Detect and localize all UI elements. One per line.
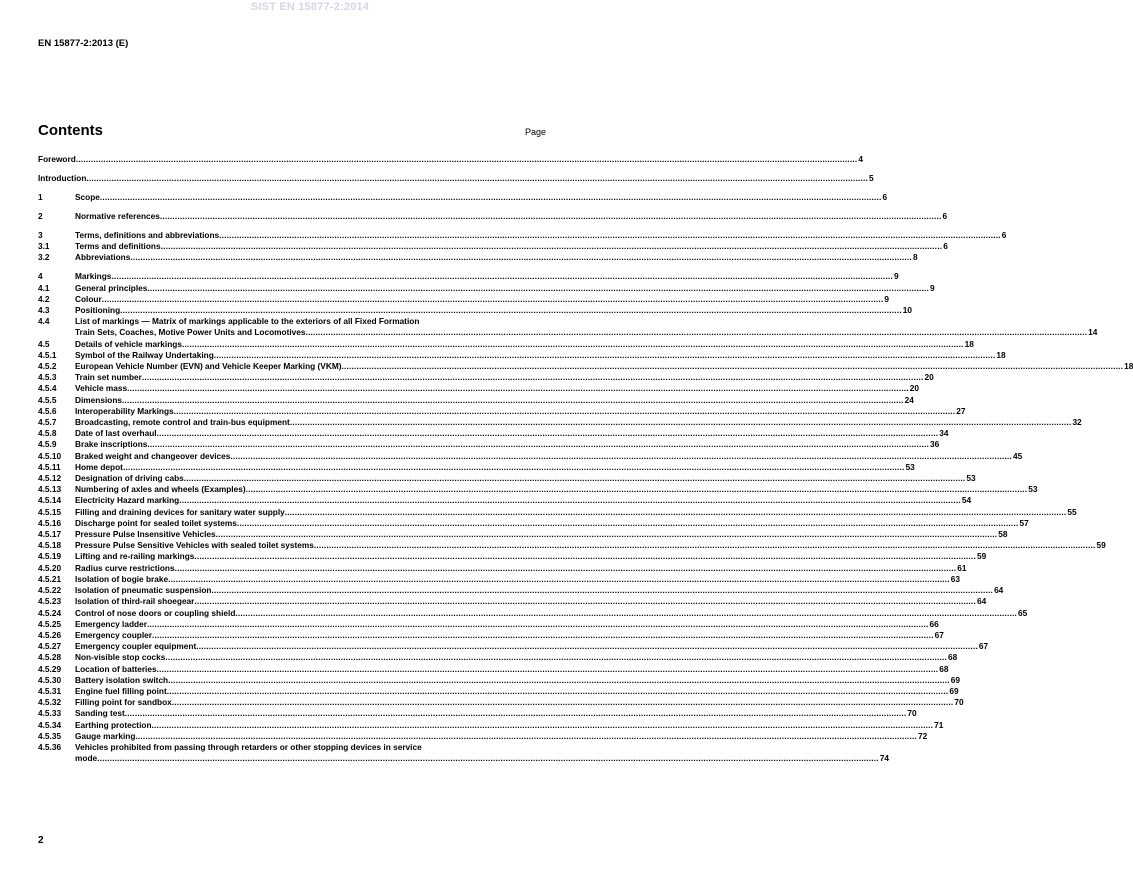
toc-entry[interactable] [38, 607, 1028, 619]
toc-entry-number: 4.5.25 [38, 618, 62, 629]
toc-entry-page: 70 [954, 697, 964, 708]
toc-entry[interactable] [38, 349, 1006, 361]
toc-entry-title: Train set number [75, 372, 142, 383]
toc-entry[interactable] [38, 192, 888, 203]
toc-entry-title: Engine fuel filling point [75, 685, 167, 696]
toc-entry-title: Braked weight and changeover devices [75, 450, 231, 461]
toc-entry-title: Scope [75, 192, 100, 202]
toc-entry-number: 4.5.17 [38, 529, 62, 540]
toc-entry-number: 4.4 [38, 316, 50, 327]
toc-entry-number: 4.5.16 [38, 517, 62, 528]
toc-entry-title: Broadcasting, remote control and train-bus equipment [75, 417, 290, 428]
toc-entry[interactable] [38, 484, 1038, 495]
toc-entry-number: 4.5.24 [38, 607, 62, 618]
toc-entry[interactable] [38, 517, 1029, 529]
toc-entry[interactable] [38, 629, 944, 641]
toc-entry-title: Battery isolation switch [75, 674, 169, 685]
toc-entry-number: 4.5.12 [38, 473, 62, 484]
toc-entry[interactable] [38, 461, 915, 473]
toc-entry-number: 4.5.22 [38, 585, 62, 596]
toc-entry[interactable] [38, 230, 1007, 241]
toc-entry-number: 4.1 [38, 282, 50, 293]
toc-entry-page: 58 [998, 529, 1008, 540]
toc-entry-page: 69 [950, 674, 960, 685]
toc-entry[interactable] [38, 241, 948, 252]
toc-entry-number: 4.5.9 [38, 439, 57, 450]
toc-entry-title: Date of last overhaul [75, 428, 157, 439]
toc-entry[interactable] [38, 585, 1004, 596]
toc-entry-title: General principles [75, 282, 148, 293]
toc-entry-title: Pressure Pulse Insensitive Vehicles [75, 529, 216, 540]
toc-entry-page: 68 [939, 663, 949, 674]
toc-entry[interactable] [38, 252, 918, 263]
toc-entry-number: 4.5.4 [38, 383, 57, 394]
toc-entry-title: Pressure Pulse Sensitive Vehicles with sealed toilet systems [75, 540, 314, 551]
toc-entry[interactable] [38, 540, 1106, 551]
toc-entry-page: 61 [957, 562, 967, 573]
toc-entry[interactable] [38, 641, 989, 652]
toc-entry-title: Radius curve restrictions [75, 562, 175, 573]
toc-entry-title: Sanding test [75, 708, 125, 719]
toc-entry[interactable] [38, 674, 960, 686]
toc-entry-page: 57 [1019, 517, 1029, 528]
toc-entry-page: 18 [964, 338, 974, 349]
contents-heading: Contents [38, 122, 103, 139]
toc-entry[interactable] [38, 394, 914, 406]
toc-entry-page: 18 [1124, 361, 1133, 372]
toc-entry-title: Emergency coupler [75, 629, 153, 640]
toc-entry-page: 6 [882, 192, 888, 202]
toc-entry-title-continued: Train Sets, Coaches, Motive Power Units and Locomotives [75, 327, 306, 338]
toc-entry-number: 4.5.28 [38, 652, 62, 663]
toc-entry-number: 4.5.31 [38, 685, 62, 696]
toc-entry-page: 45 [1013, 450, 1023, 461]
toc-entry-number: 4.5.35 [38, 730, 62, 741]
toc-entry[interactable] [38, 282, 935, 294]
toc-entry-page: 67 [978, 641, 989, 652]
toc-entry[interactable] [38, 450, 1023, 462]
toc-entry-title: Numbering of axles and wheels (Examples) [75, 484, 246, 495]
toc-entry-number: 4 [38, 271, 43, 282]
page-number: 2 [38, 835, 44, 846]
toc-entry[interactable] [38, 652, 958, 663]
toc-entry-title: Location of batteries [75, 663, 157, 674]
toc-entry[interactable] [38, 708, 917, 719]
toc-entry-foreword[interactable] [38, 154, 864, 165]
toc-entry-title: European Vehicle Number (EVN) and Vehicle Keeper Marking (VKM) [75, 361, 342, 372]
toc-entry-page: 9 [930, 282, 935, 293]
toc-entry-page: 68 [947, 652, 958, 663]
toc-entry-page: 71 [934, 719, 944, 730]
toc-entry-number: 4.5.1 [38, 349, 57, 360]
toc-entry-title: Colour [75, 293, 102, 304]
toc-entry-page: 20 [924, 372, 934, 383]
toc-entry-number: 3 [38, 230, 43, 240]
toc-entry-page: 70 [907, 708, 917, 719]
toc-entry-title: Terms and definitions [75, 241, 161, 252]
toc-entry-number: 4.5.21 [38, 573, 62, 584]
toc-entry[interactable] [38, 618, 939, 630]
toc-entry-number: 4.5.11 [38, 461, 61, 472]
toc-entry-title: Gauge marking [75, 730, 136, 741]
toc-entry[interactable] [38, 573, 960, 585]
toc-entry-title: Details of vehicle markings [75, 338, 182, 349]
toc-entry-number: 4.5.19 [38, 551, 62, 562]
toc-entry-number: 4.2 [38, 293, 50, 304]
toc-entry[interactable] [38, 372, 934, 383]
toc-entry-page: 59 [977, 551, 987, 562]
toc-entry-title: Non-visible stop cocks [75, 652, 166, 663]
toc-entry-number: 4.5.27 [38, 641, 62, 652]
toc-entry-introduction[interactable] [38, 173, 874, 184]
toc-entry-title: Introduction [38, 173, 87, 183]
toc-entry-page: 64 [977, 596, 987, 607]
toc-entry-title: Brake inscriptions [75, 439, 148, 450]
toc-entry[interactable] [38, 305, 913, 316]
toc-entry-title: Home depot [75, 461, 123, 472]
toc-entry-title: Positioning [75, 305, 121, 316]
toc-entry-page: 20 [909, 383, 919, 394]
toc-entry-page: 8 [912, 252, 918, 263]
toc-entry[interactable] [38, 338, 974, 350]
toc-entry[interactable] [38, 439, 940, 450]
toc-entry[interactable] [38, 271, 899, 282]
toc-entry-title: Designation of driving cabs [75, 473, 184, 484]
table-of-contents [38, 154, 1133, 764]
toc-entry-number: 4.5.5 [38, 394, 57, 405]
toc-entry[interactable] [38, 428, 949, 439]
toc-entry-page: 5 [869, 173, 874, 183]
toc-entry[interactable] [38, 663, 949, 675]
toc-entry-number: 4.5.15 [38, 506, 62, 517]
toc-entry-title: Earthing protection [75, 719, 152, 730]
toc-entry-number: 4.5.23 [38, 596, 62, 607]
toc-entry-page: 32 [1072, 417, 1082, 428]
toc-entry-page: 67 [934, 629, 944, 640]
document-identifier: EN 15877-2:2013 (E) [38, 38, 129, 49]
toc-entry-number: 4.5.6 [38, 405, 57, 416]
toc-entry-title-continued: mode [75, 753, 98, 764]
toc-entry-title: Emergency coupler equipment [75, 641, 197, 652]
toc-entry-title: Terms, definitions and abbreviations [75, 230, 220, 240]
toc-entry[interactable] [38, 293, 889, 305]
toc-entry-title: Markings [75, 271, 112, 282]
page-column-label: Page [524, 127, 546, 137]
toc-entry[interactable] [38, 719, 944, 731]
toc-entry-page: 24 [904, 394, 914, 405]
toc-entry-number: 4.5.3 [38, 372, 57, 383]
toc-entry-number: 4.5 [38, 338, 50, 349]
toc-entry-number: 2 [38, 211, 43, 221]
toc-entry-page: 64 [994, 585, 1004, 596]
toc-entry[interactable] [38, 506, 1077, 518]
toc-entry[interactable] [38, 211, 948, 222]
toc-entry-number: 4.5.29 [38, 663, 62, 674]
toc-entry-title: Symbol of the Railway Undertaking [75, 349, 214, 360]
toc-entry-page: 6 [943, 241, 948, 252]
toc-entry-title: Electricity Hazard marking [75, 495, 180, 506]
toc-entry-number: 4.5.34 [38, 719, 62, 730]
toc-entry[interactable] [38, 596, 987, 607]
toc-entry-title: Isolation of third-rail shoegear [75, 596, 195, 607]
toc-entry-number: 4.5.32 [38, 697, 62, 708]
toc-entry-page: 53 [1028, 484, 1038, 495]
toc-entry-page: 53 [905, 461, 915, 472]
toc-entry-page: 65 [1018, 607, 1028, 618]
toc-entry-number: 4.5.10 [38, 450, 62, 461]
toc-entry-page: 9 [894, 271, 899, 282]
toc-entry-page: 55 [1067, 506, 1077, 517]
toc-entry-page: 6 [1001, 230, 1007, 240]
toc-entry-page: 69 [949, 685, 959, 696]
watermark: SIST EN 15877-2:2014 [250, 1, 370, 13]
toc-entry-page: 66 [929, 618, 939, 629]
toc-entry[interactable] [38, 473, 976, 484]
toc-entry-page: 9 [884, 293, 889, 304]
toc-entry[interactable] [38, 730, 928, 742]
toc-entry-number: 4.5.33 [38, 708, 62, 719]
toc-entry-number: 3.2 [38, 252, 50, 263]
toc-entry[interactable] [38, 562, 967, 574]
toc-entry-multiline[interactable] [38, 316, 1098, 338]
toc-entry[interactable] [38, 405, 966, 417]
toc-entry-title: Dimensions [75, 394, 123, 405]
toc-entry-title: Interoperability Markings [75, 405, 174, 416]
toc-entry-title: Emergency ladder [75, 618, 147, 629]
toc-entry-title: Foreword [38, 154, 76, 164]
toc-entry-title: Vehicle mass [75, 383, 128, 394]
toc-entry[interactable] [38, 417, 1082, 428]
toc-entry-multiline[interactable] [38, 741, 889, 764]
toc-entry-title: Abbreviations [75, 252, 131, 263]
toc-entry-number: 4.5.8 [38, 428, 57, 439]
toc-entry-title: Filling and draining devices for sanitary water supply [75, 506, 285, 517]
toc-entry-title: Control of nose doors or coupling shield [75, 607, 236, 618]
toc-entry[interactable] [38, 685, 959, 697]
toc-entry-title: Isolation of pneumatic suspension [75, 585, 212, 596]
toc-entry-page: 36 [930, 439, 940, 450]
toc-entry-title: Isolation of bogie brake [75, 573, 169, 584]
toc-entry-page: 27 [956, 405, 966, 416]
toc-entry-page: 6 [942, 211, 948, 221]
toc-entry-page: 72 [918, 730, 928, 741]
toc-entry-number: 1 [38, 192, 43, 202]
toc-entry-number: 4.5.20 [38, 562, 62, 573]
toc-entry[interactable] [38, 383, 919, 394]
toc-entry-page: 59 [1096, 540, 1106, 551]
toc-entry-number: 4.3 [38, 305, 50, 316]
toc-entry-page: 63 [950, 573, 960, 584]
toc-entry-page: 34 [939, 428, 949, 439]
toc-entry-page: 14 [1088, 327, 1098, 338]
toc-entry-number: 4.5.30 [38, 674, 62, 685]
toc-entry-title: Lifting and re-railing markings [75, 551, 195, 562]
toc-entry-number: 3.1 [38, 241, 50, 252]
toc-entry-page: 10 [902, 305, 913, 316]
toc-entry-number: 4.5.36 [38, 741, 62, 752]
toc-entry[interactable] [38, 551, 987, 562]
toc-entry-number: 4.5.26 [38, 629, 62, 640]
toc-entry-page: 53 [966, 473, 976, 484]
toc-entry-number: 4.5.2 [38, 361, 57, 372]
toc-entry-title: Normative references [75, 211, 160, 221]
toc-entry-number: 4.5.18 [38, 540, 62, 551]
toc-entry-number: 4.5.14 [38, 495, 62, 506]
toc-entry-title: Vehicles prohibited from passing through retarders or other stopping devices in service [75, 741, 422, 752]
toc-entry-title: Filling point for sandbox [75, 697, 172, 708]
toc-entry-title: List of markings — Matrix of markings applicable to the exteriors of all Fixed Formation [75, 316, 420, 327]
toc-entry-page: 4 [858, 154, 864, 164]
toc-entry-title: Discharge point for sealed toilet systems [75, 517, 237, 528]
toc-entry[interactable] [38, 495, 972, 506]
toc-entry[interactable] [38, 697, 964, 708]
toc-entry[interactable] [38, 361, 1133, 372]
toc-entry-number: 4.5.7 [38, 417, 57, 428]
toc-entry-number: 4.5.13 [38, 484, 62, 495]
toc-entry-page: 18 [996, 349, 1006, 360]
toc-entry-page: 74 [879, 753, 889, 764]
toc-entry[interactable] [38, 529, 1008, 540]
toc-entry-page: 54 [961, 495, 972, 506]
